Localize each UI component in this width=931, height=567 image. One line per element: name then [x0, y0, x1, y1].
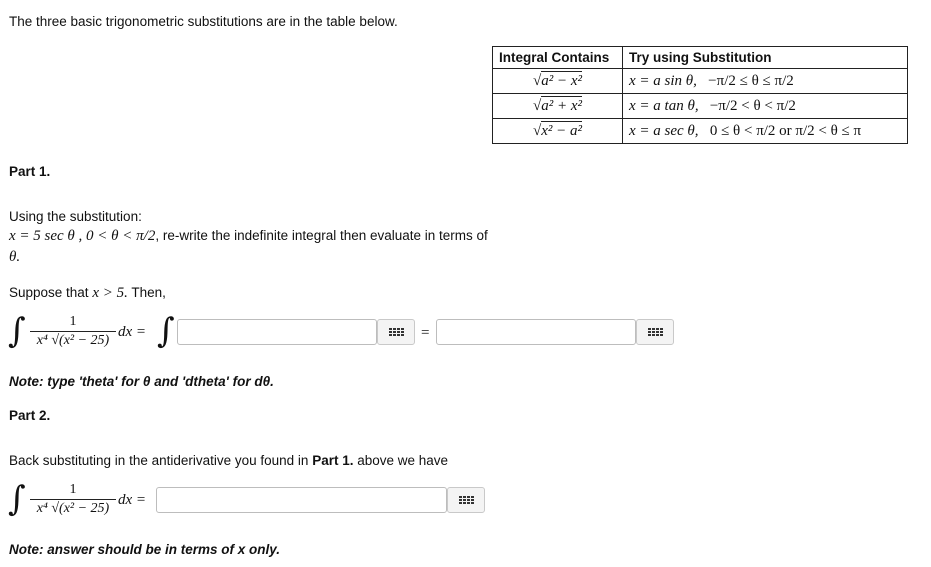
- row2-sub: x = a tan θ,: [629, 97, 699, 114]
- row1-sub: x = a sin θ,: [629, 72, 697, 89]
- part2-text: [9, 453, 448, 468]
- part2-title: Part 2.: [9, 408, 51, 423]
- suppose-condition: x > 5.: [92, 285, 128, 301]
- table-row: [493, 94, 908, 119]
- row2-substitution: [623, 94, 908, 119]
- row3-contains: √x² − a²: [493, 119, 623, 144]
- dx-equals-part2: dx =: [118, 492, 147, 508]
- equals-sign: =: [421, 325, 430, 341]
- keyboard-grid-icon: [459, 496, 474, 504]
- part1-instruction-line: [9, 228, 488, 245]
- integral-sign-part2: ∫: [8, 479, 26, 519]
- row1-substitution: [623, 69, 908, 94]
- table-row: [493, 69, 908, 94]
- math-keyboard-button-1[interactable]: [377, 319, 415, 345]
- part1-using-label: Using the substitution:: [9, 209, 142, 224]
- part1-note: Note: type 'theta' for θ and 'dtheta' for dθ.: [9, 374, 274, 389]
- keyboard-grid-icon: [389, 328, 404, 336]
- keyboard-grid-icon: [648, 328, 663, 336]
- instruction-text: , re-write the indefinite integral then evaluate in terms of: [155, 228, 488, 243]
- part2-text-before: Back substituting in the antiderivative you found in: [9, 453, 309, 468]
- part2-text-after: above we have: [357, 453, 449, 468]
- suppose-suffix: Then,: [131, 285, 166, 300]
- row3-range: 0 ≤ θ < π/2 or π/2 < θ ≤ π: [709, 122, 862, 139]
- part2-note: Note: answer should be in terms of x only.: [9, 542, 281, 557]
- math-keyboard-button-2[interactable]: [636, 319, 674, 345]
- dx-equals: dx =: [118, 324, 147, 340]
- integrand-numerator-part2: 1: [69, 482, 77, 497]
- part1-answer-input-1[interactable]: [177, 319, 377, 345]
- integrand-denominator: x⁴ √(x² − 25): [36, 333, 110, 348]
- row3-substitution: [623, 119, 908, 144]
- integrand-fraction-part2: [30, 482, 116, 517]
- integrand-denominator-part2: x⁴ √(x² − 25): [36, 501, 110, 516]
- header-try-substitution: Try using Substitution: [623, 47, 908, 69]
- part1-title: Part 1.: [9, 164, 51, 179]
- header-integral-contains: Integral Contains: [493, 47, 623, 69]
- part2-text-bold: Part 1.: [312, 453, 354, 468]
- integral-sign-2: ∫: [157, 311, 175, 351]
- theta-variable: θ.: [9, 249, 21, 265]
- integrand-fraction: [30, 314, 116, 349]
- suppose-prefix: Suppose that: [9, 285, 89, 300]
- substitution-table: [492, 46, 908, 144]
- part2-answer-input[interactable]: [156, 487, 447, 513]
- row1-range: −π/2 ≤ θ ≤ π/2: [708, 72, 794, 89]
- suppose-line: [9, 285, 166, 302]
- table-row: [493, 119, 908, 144]
- math-keyboard-button-3[interactable]: [447, 487, 485, 513]
- table-header-row: [493, 47, 908, 69]
- row2-range: −π/2 < θ < π/2: [709, 97, 796, 114]
- part1-answer-input-2[interactable]: [436, 319, 636, 345]
- row3-sub: x = a sec θ,: [629, 122, 699, 139]
- substitution-expression: x = 5 sec θ , 0 < θ < π/2: [9, 228, 156, 244]
- integral-sign: ∫: [8, 311, 26, 351]
- row2-contains: √a² + x²: [493, 94, 623, 119]
- row1-contains: √a² − x²: [493, 69, 623, 94]
- intro-text: The three basic trigonometric substitutions are in the table below.: [9, 14, 398, 29]
- integrand-numerator: 1: [69, 314, 77, 329]
